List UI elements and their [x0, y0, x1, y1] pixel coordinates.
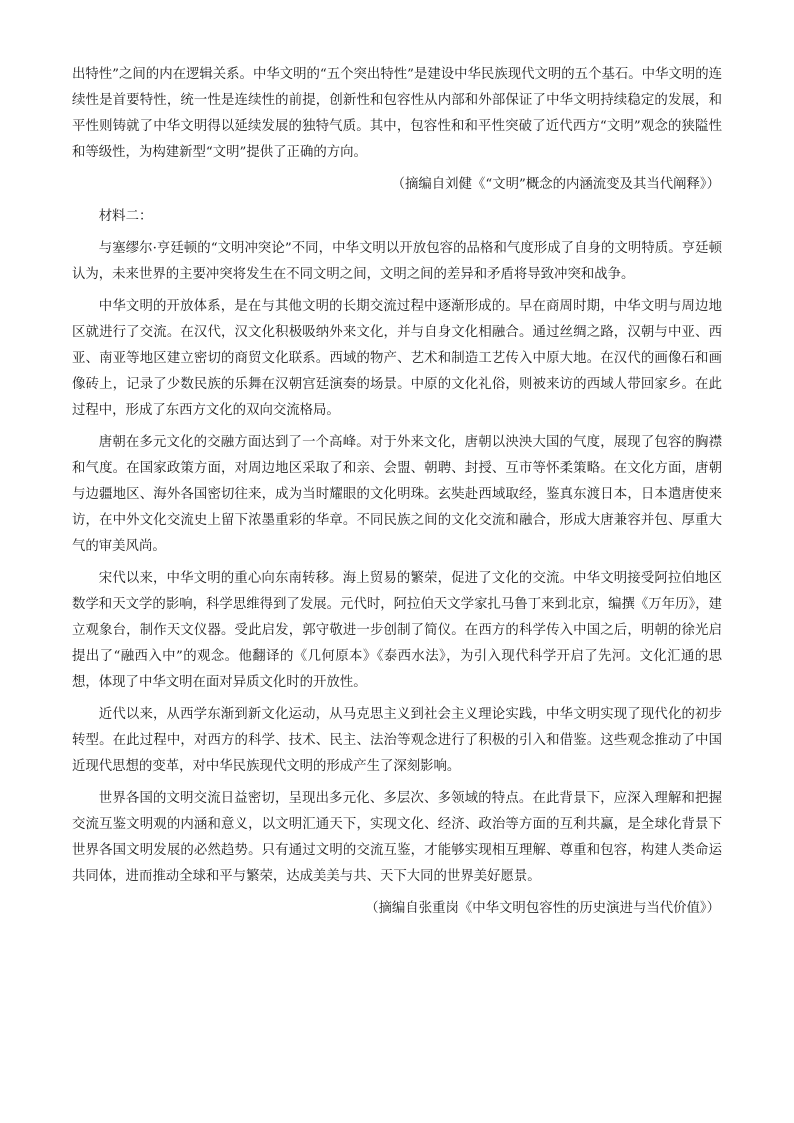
document-page [72, 62, 722, 922]
body-paragraph-3: 唐朝在多元文化的交融方面达到了一个高峰。对于外来文化，唐朝以泱泱大国的气度，展现了包容的胸襟和气度。在国家政策方面，对周边地区采取了和亲、会盟、朝聘、封授、互市等怀柔策略。在文化方面，唐朝与边疆地区、海外各国密切往来，成为当时耀眼的文化明珠。玄奘赴西域取经，鉴真东渡日本，日本遣唐使来访，在中外文化交流史上留下浓墨重彩的华章。不同民族之间的文化交流和融合，形成大唐兼容并包、厚重大气的审美风尚。 [72, 435, 722, 554]
body-paragraph-4: 宋代以来，中华文明的重心向东南转移。海上贸易的繁荣，促进了文化的交流。中华文明接受阿拉伯地区数学和天文学的影响，科学思维得到了发展。元代时，阿拉伯天文学家扎马鲁丁来到北京，编撰《万年历》，建立观象台，制作天文仪器。受此启发，郭守敬进一步创制了简仪。在西方的科学传入中国之后，明朝的徐光启提出了“融西入中”的观念。他翻译的《几何原本》《泰西水法》，为引入现代科学开启了先河。文化汇通的思想，体现了中华文明在面对异质文化时的开放性。 [72, 571, 722, 690]
citation-source-1: （摘编自刘健《“文明”概念的内涵流变及其当代阐释》） [391, 177, 720, 192]
body-paragraph-2: 中华文明的开放体系，是在与其他文明的长期交流过程中逐渐形成的。早在商周时期，中华文明与周边地区就进行了交流。在汉代，汉文化积极吸纳外来文化，并与自身文化相融合。通过丝绸之路，汉朝与中亚、西亚、南亚等地区建立密切的商贸文化联系。西域的物产、艺术和制造工艺传入中原大地。在汉代的画像石和画像砖上，记录了少数民族的乐舞在汉朝宫廷演奏的场景。中原的文化礼俗，则被来访的西域人带回家乡。在此过程中，形成了东西方文化的双向交流格局。 [72, 299, 722, 418]
material-label: 材料二： [98, 209, 153, 224]
body-paragraph-1: 与塞缪尔·亨廷顿的“文明冲突论”不同，中华文明以开放包容的品格和气度形成了自身的文明特质。亨廷顿认为，未来世界的主要冲突将发生在不同文明之间，文明之间的差异和矛盾将导致冲突和战争。 [72, 241, 722, 282]
intro-paragraph: 出特性”之间的内在逻辑关系。中华文明的“五个突出特性”是建设中华民族现代文明的五个基石。中华文明的连续性是首要特性，统一性是连续性的前提，创新性和包容性从内部和外部保证了中华文明持续稳定的发展，和平性则铸就了中华文明得以延续发展的独特气质。其中，包容性和和平性突破了近代西方“文明”观念的狭隘性和等级性，为构建新型“文明”提供了正确的方向。 [72, 67, 722, 160]
body-paragraph-5: 近代以来，从西学东渐到新文化运动，从马克思主义到社会主义理论实践，中华文明实现了现代化的初步转型。在此过程中，对西方的科学、技术、民主、法治等观念进行了积极的引入和借鉴。这些观念推动了中国近现代思想的变革，对中华民族现代文明的形成产生了深刻影响。 [72, 707, 722, 774]
body-paragraph-6: 世界各国的文明交流日益密切，呈现出多元化、多层次、多领域的特点。在此背景下，应深入理解和把握交流互鉴文明观的内涵和意义，以文明汇通天下，实现文化、经济、政治等方面的互利共赢，是全球化背景下世界各国文明发展的必然趋势。只有通过文明的交流互鉴，才能够实现相互理解、尊重和包容，构建人类命运共同体，进而推动全球和平与繁荣，达成美美与共、天下大同的世界美好愿景。 [72, 791, 722, 884]
citation-source-2: （摘编自张重岗《中华文明包容性的历史演进与当代价值》） [365, 901, 720, 916]
